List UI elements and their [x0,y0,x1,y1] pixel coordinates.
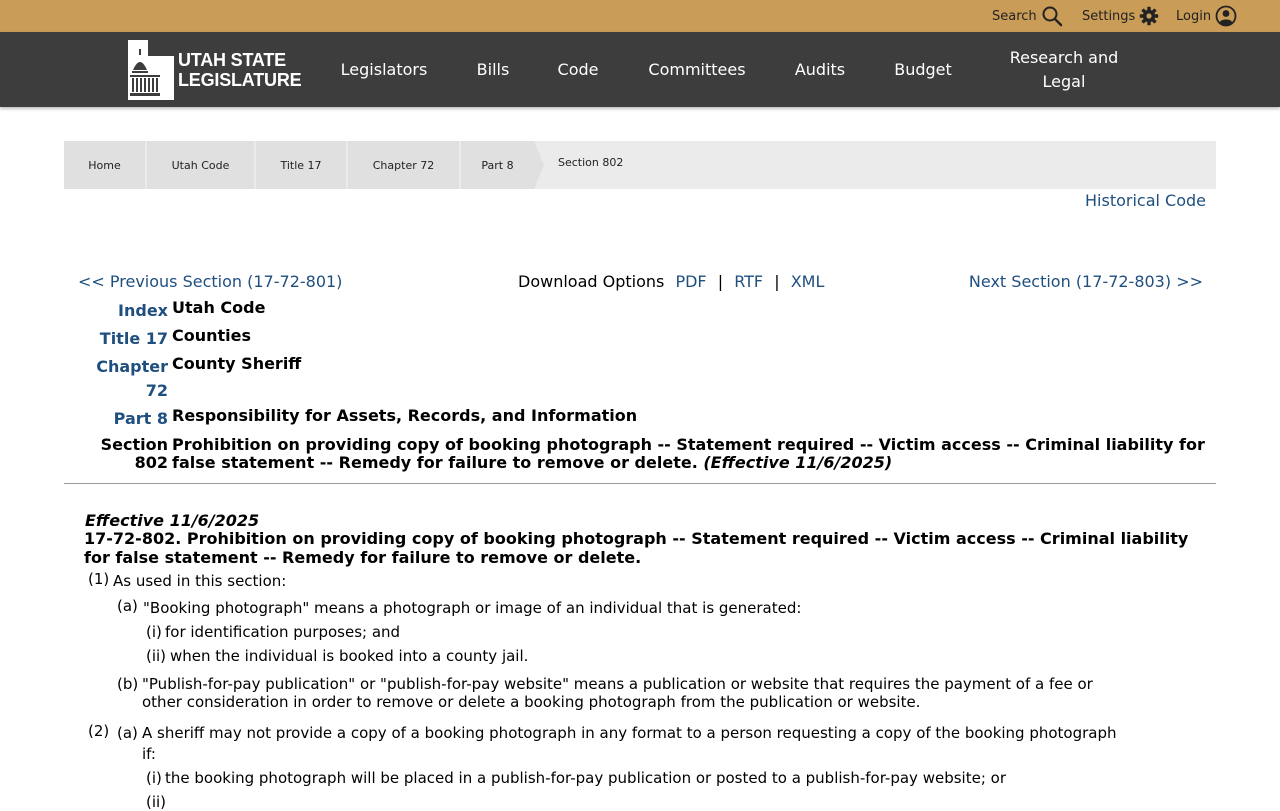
subsection-text: As used in this section: [113,572,287,590]
search-icon [1041,5,1063,27]
gear-icon [1139,6,1159,26]
paragraph-text [142,724,1117,763]
section-title-text: Prohibition on providing copy of booking photograph -- Statement required -- Victim access -- Criminal liability for false statement -- Remedy for failure to remove or delete. [172,435,1205,472]
paragraph-text-line-2: if: [142,745,156,763]
index-value: Utah Code [172,298,266,317]
paragraph-number: (b) [117,675,139,693]
nav-committees[interactable]: Committees [648,59,746,79]
paragraph-number: (a) [117,597,138,615]
effective-date: Effective 11/6/2025 [85,511,260,530]
paragraph-text-line-1: "Publish-for-pay publication" or "publish-for-pay website" means a publication or website that requires the payment of a fee or [142,675,1093,693]
nav-research-line-2: Legal [1042,71,1086,91]
search-link[interactable] [992,0,1063,32]
section-heading [84,529,1204,567]
part-value: Responsibility for Assets, Records, and Information [172,406,638,425]
breadcrumb-home[interactable]: Home [64,141,145,189]
capitol-logo-icon [128,40,174,100]
next-section-link[interactable]: Next Section (17-72-803) >> [968,272,1203,291]
chapter-number[interactable]: 72 [145,381,168,400]
paragraph-text-line-1: A sheriff may not provide a copy of a booking photograph in any format to a person requesting a copy of the booking photograph [142,724,1117,742]
section-title [172,436,1212,472]
download-xml-link[interactable]: XML [790,272,825,291]
breadcrumb [64,141,1216,189]
paragraph-text-line-2: other consideration in order to remove or delete a booking photograph from the publication or website. [142,693,921,711]
subparagraph-text: when the individual is booked into a county jail. [170,647,529,665]
subparagraph-text: the booking photograph will be placed in a publish-for-pay publication or posted to a publish-for-pay website; or [165,769,1006,787]
subsection-number: (1) [88,570,110,588]
nav-audits[interactable]: Audits [794,59,846,79]
subsection-number: (2) [88,722,110,740]
login-label: Login [1176,8,1212,24]
settings-label: Settings [1082,8,1136,24]
separator: | [774,272,780,291]
section-label-word: Section [100,435,168,454]
section-label-number: 802 [134,453,168,472]
download-pdf-link[interactable]: PDF [675,272,707,291]
breadcrumb-title[interactable]: Title 17 [256,141,346,189]
breadcrumb-part[interactable]: Part 8 [461,141,534,189]
index-label[interactable]: Index [118,301,168,320]
download-options [518,272,824,291]
subparagraph-number: (i) [146,769,162,787]
historical-code-link[interactable]: Historical Code [1085,191,1206,210]
utah-legislature-logo[interactable] [128,40,301,100]
login-link[interactable] [1176,0,1237,32]
chapter-value: County Sheriff [172,354,302,373]
logo-text [178,50,301,90]
subparagraph-number: (ii) [146,647,167,665]
breadcrumb-arrow [534,141,544,189]
download-options-label: Download Options [518,272,665,291]
section-heading-line-2: for false statement -- Remedy for failure to remove or delete. [84,548,642,567]
title-value: Counties [172,326,252,345]
main-nav [0,32,1280,107]
nav-code[interactable]: Code [557,59,599,79]
separator: | [717,272,724,291]
subparagraph-text: for identification purposes; and [165,623,401,641]
paragraph-number: (a) [117,724,138,742]
paragraph-text: "Booking photograph" means a photograph or image of an individual that is generated: [143,599,802,617]
settings-link[interactable] [1082,0,1159,32]
section-effective: (Effective 11/6/2025) [703,453,893,472]
search-label: Search [992,8,1037,24]
breadcrumb-chapter[interactable]: Chapter 72 [348,141,459,189]
paragraph-text [142,675,1093,711]
logo-line-1: UTAH STATE [178,50,286,70]
nav-research-and-legal[interactable] [996,32,1132,107]
nav-budget[interactable]: Budget [894,59,952,79]
part-label[interactable]: Part 8 [113,409,168,428]
nav-legislators[interactable]: Legislators [340,59,428,79]
utility-bar [0,0,1280,32]
previous-section-link[interactable]: << Previous Section (17-72-801) [78,272,343,291]
chapter-label[interactable]: Chapter [96,357,168,376]
section-heading-line-1: 17-72-802. Prohibition on providing copy of booking photograph -- Statement required -- Victim access -- Criminal liability [84,529,1189,548]
nav-bills[interactable]: Bills [476,59,510,79]
breadcrumb-utah-code[interactable]: Utah Code [147,141,254,189]
user-circle-icon [1215,5,1237,27]
divider [64,483,1216,484]
subparagraph-number: (ii) [146,793,167,811]
subparagraph-number: (i) [146,623,162,641]
title-label[interactable]: Title 17 [99,329,168,348]
section-label [64,436,168,472]
logo-line-2: LEGISLATURE [178,70,302,90]
nav-research-line-1: Research and [1009,47,1119,67]
breadcrumb-section: Section 802 [558,155,624,169]
download-rtf-link[interactable]: RTF [734,272,764,291]
